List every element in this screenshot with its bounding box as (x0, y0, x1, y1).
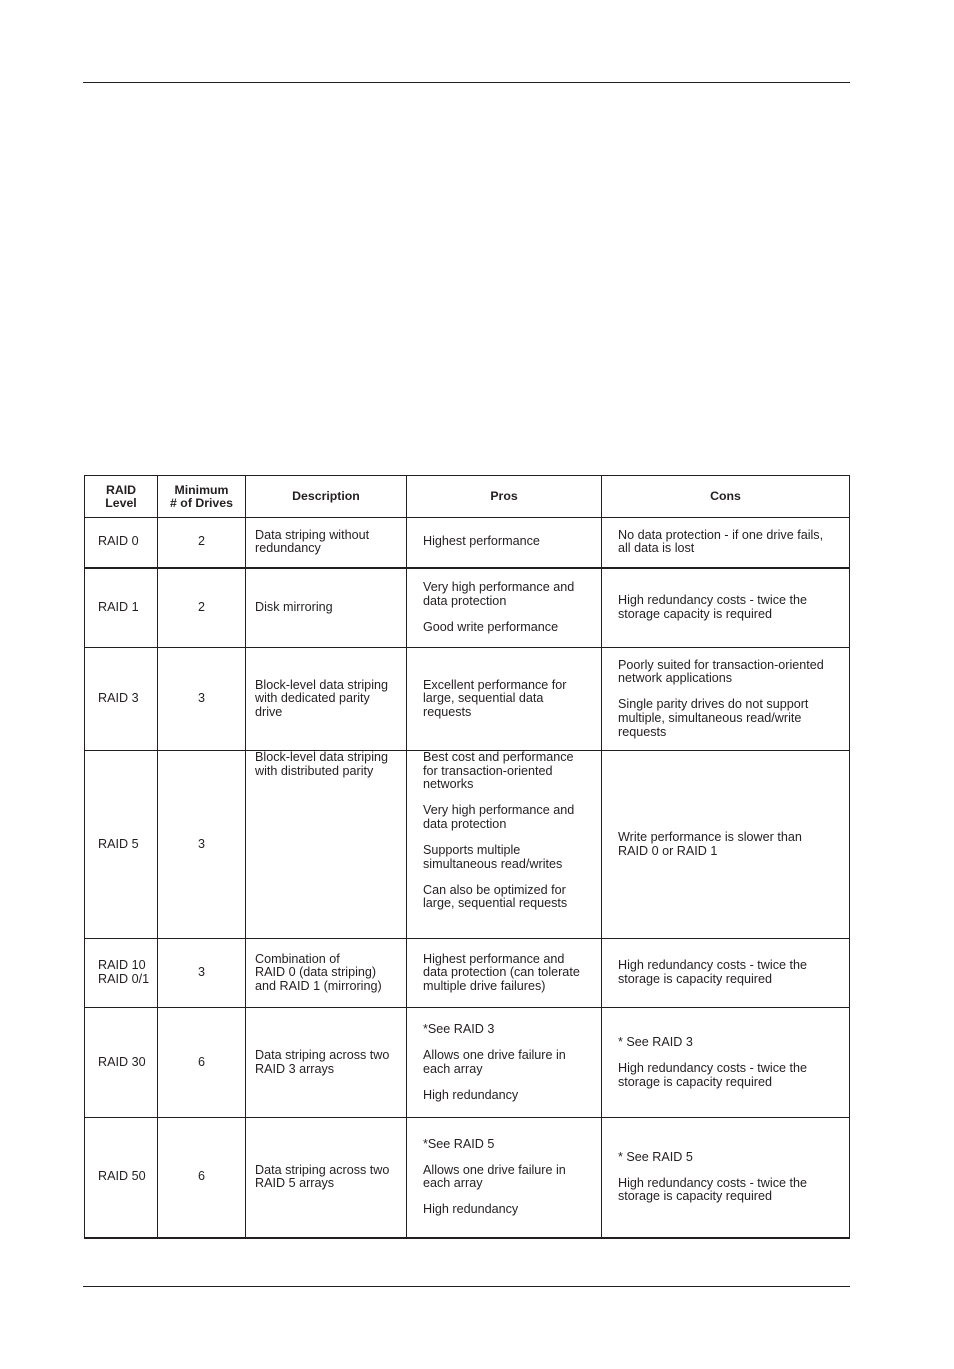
cell-min-drives: 6 (158, 1008, 246, 1118)
header-pros: Pros (407, 476, 602, 518)
cell-line: Single parity drives do not support (618, 697, 809, 712)
cell-line: RAID 10 (98, 958, 146, 973)
cell-paragraph (423, 804, 595, 831)
cell-min-drives: 3 (158, 939, 246, 1008)
cell-line: No data protection - if one drive fails, (618, 527, 824, 542)
cell-line: RAID 0 (98, 534, 139, 549)
cell-paragraph (423, 1049, 595, 1076)
cell-cons (602, 1118, 850, 1238)
cell-cons (602, 939, 850, 1008)
cell-line: RAID 50 (98, 1169, 146, 1184)
table-row (85, 1008, 850, 1118)
cell-paragraph (618, 1177, 845, 1204)
header-line: Level (105, 495, 137, 510)
cell-line: storage is capacity required (618, 1074, 773, 1089)
cell-line: data protection (can tolerate (423, 965, 580, 980)
cell-description (246, 568, 407, 648)
header-min-drives (158, 476, 246, 518)
cell-raid-level (85, 939, 158, 1008)
cell-paragraph (423, 1089, 595, 1103)
cell-line: requests (423, 704, 472, 719)
cell-line: High redundancy costs - twice the (618, 1175, 807, 1190)
cell-line: Block-level data striping (255, 750, 388, 764)
cell-line: data protection (423, 816, 507, 831)
cell-line: Very high performance and (423, 580, 575, 595)
cell-line: drive (255, 704, 283, 719)
cell-pros (407, 568, 602, 648)
cell-description (246, 518, 407, 568)
cell-raid-level (85, 648, 158, 751)
cell-paragraph (423, 1164, 595, 1191)
cell-pros (407, 751, 602, 939)
cell-cons (602, 648, 850, 751)
cell-pros (407, 518, 602, 568)
cell-min-drives: 3 (158, 751, 246, 939)
cell-line: Data striping across two (255, 1162, 390, 1177)
cell-line: Block-level data striping (255, 677, 388, 692)
cell-line: RAID 0 (data striping) (255, 965, 377, 980)
cell-line: High redundancy costs - twice the (618, 593, 807, 608)
cell-description (246, 648, 407, 751)
cell-line: * See RAID 5 (618, 1149, 693, 1164)
cell-line: RAID 0 or RAID 1 (618, 843, 718, 858)
cell-line: multiple drive failures) (423, 978, 546, 993)
cell-line: with distributed parity (255, 763, 374, 778)
cell-line: large, sequential requests (423, 896, 568, 911)
cell-line: RAID 5 (98, 836, 139, 851)
cell-line: all data is lost (618, 541, 695, 556)
cell-paragraph (423, 884, 595, 911)
cell-cons (602, 751, 850, 939)
table-row (85, 1118, 850, 1238)
raid-levels-table (84, 475, 850, 1239)
cell-line: Combination of (255, 951, 340, 966)
cell-paragraph (423, 535, 595, 549)
table-row (85, 568, 850, 648)
cell-paragraph (423, 953, 595, 994)
cell-min-drives: 3 (158, 648, 246, 751)
cell-paragraph (618, 959, 845, 986)
cell-raid-level (85, 568, 158, 648)
cell-line: Poorly suited for transaction-oriented (618, 657, 824, 672)
cell-paragraph (423, 1023, 595, 1037)
cell-min-drives: 2 (158, 568, 246, 648)
cell-line: Can also be optimized for (423, 882, 566, 897)
cell-line: redundancy (255, 541, 321, 556)
header-description: Description (246, 476, 407, 518)
cell-line: RAID 30 (98, 1054, 146, 1069)
cell-line: storage is capacity required (618, 972, 773, 986)
cell-line: * See RAID 3 (618, 1034, 693, 1049)
cell-paragraph (618, 659, 845, 686)
header-cons: Cons (602, 476, 850, 518)
cell-description (246, 751, 407, 939)
cell-line: storage capacity is required (618, 606, 773, 621)
footer-rule (83, 1286, 850, 1287)
cell-raid-level (85, 1008, 158, 1118)
cell-line: Data striping across two (255, 1047, 390, 1062)
cell-paragraph (423, 1203, 595, 1217)
cell-line: network applications (618, 671, 733, 686)
table-row (85, 648, 850, 751)
cell-line: multiple, simultaneous read/write (618, 711, 802, 726)
cell-description (246, 939, 407, 1008)
cell-line: Data striping without (255, 527, 370, 542)
cell-line: Excellent performance for (423, 677, 567, 692)
cell-line: Supports multiple (423, 842, 521, 857)
header-line: RAID (105, 482, 137, 497)
cell-line: RAID 3 (98, 691, 139, 706)
cell-line: with dedicated parity (255, 691, 370, 706)
cell-line: RAID 5 arrays (255, 1176, 335, 1191)
cell-line: networks (423, 777, 474, 792)
cell-paragraph (618, 831, 845, 858)
cell-paragraph (618, 594, 845, 621)
cell-line: Highest performance (423, 534, 540, 549)
cell-line: High redundancy (423, 1087, 519, 1102)
cell-line: storage is capacity required (618, 1189, 773, 1204)
cell-line: and RAID 1 (mirroring) (255, 978, 382, 993)
cell-paragraph (618, 1151, 845, 1165)
table-header-row (85, 476, 850, 518)
cell-line: *See RAID 3 (423, 1021, 495, 1036)
cell-pros (407, 1118, 602, 1238)
cell-line: requests (618, 724, 667, 739)
cell-pros (407, 1008, 602, 1118)
table-row (85, 939, 850, 1008)
cell-line: RAID 1 (98, 599, 139, 614)
cell-cons (602, 1008, 850, 1118)
header-line: # of Drives (170, 495, 233, 510)
cell-paragraph (423, 679, 595, 720)
cell-pros (407, 648, 602, 751)
header-line: Minimum (174, 482, 229, 497)
cell-line: Allows one drive failure in (423, 1162, 566, 1177)
cell-line: Highest performance and (423, 951, 565, 966)
cell-description (246, 1118, 407, 1238)
cell-paragraph (423, 1138, 595, 1152)
cell-paragraph (618, 698, 845, 739)
cell-paragraph (423, 581, 595, 608)
cell-line: Best cost and performance (423, 750, 574, 764)
header-raid-level (85, 476, 158, 518)
cell-line: simultaneous read/writes (423, 856, 563, 871)
cell-line: each array (423, 1176, 483, 1191)
table-row (85, 751, 850, 939)
cell-line: data protection (423, 593, 507, 608)
cell-line: Write performance is slower than (618, 829, 802, 844)
cell-line: High redundancy costs - twice the (618, 1060, 807, 1075)
cell-line: Good write performance (423, 619, 559, 634)
cell-pros (407, 939, 602, 1008)
cell-paragraph (618, 529, 845, 556)
cell-paragraph (423, 844, 595, 871)
cell-paragraph (423, 751, 595, 792)
cell-line: RAID 3 arrays (255, 1061, 335, 1076)
cell-line: Disk mirroring (255, 599, 333, 614)
cell-description (246, 1008, 407, 1118)
cell-paragraph (618, 1062, 845, 1089)
cell-line: for transaction-oriented (423, 763, 553, 778)
cell-line: High redundancy costs - twice the (618, 958, 807, 973)
cell-line: Allows one drive failure in (423, 1047, 566, 1062)
cell-min-drives: 2 (158, 518, 246, 568)
cell-cons (602, 518, 850, 568)
cell-paragraph (618, 1036, 845, 1050)
cell-line: RAID 0/1 (98, 972, 150, 986)
cell-paragraph (423, 621, 595, 635)
cell-min-drives: 6 (158, 1118, 246, 1238)
cell-cons (602, 568, 850, 648)
cell-line: Very high performance and (423, 803, 575, 818)
header-rule (83, 82, 850, 83)
cell-line: large, sequential data (423, 691, 544, 706)
cell-raid-level (85, 518, 158, 568)
cell-raid-level (85, 751, 158, 939)
cell-line: *See RAID 5 (423, 1136, 495, 1151)
cell-line: High redundancy (423, 1202, 519, 1217)
cell-raid-level (85, 1118, 158, 1238)
cell-line: each array (423, 1061, 483, 1076)
table-row (85, 518, 850, 568)
